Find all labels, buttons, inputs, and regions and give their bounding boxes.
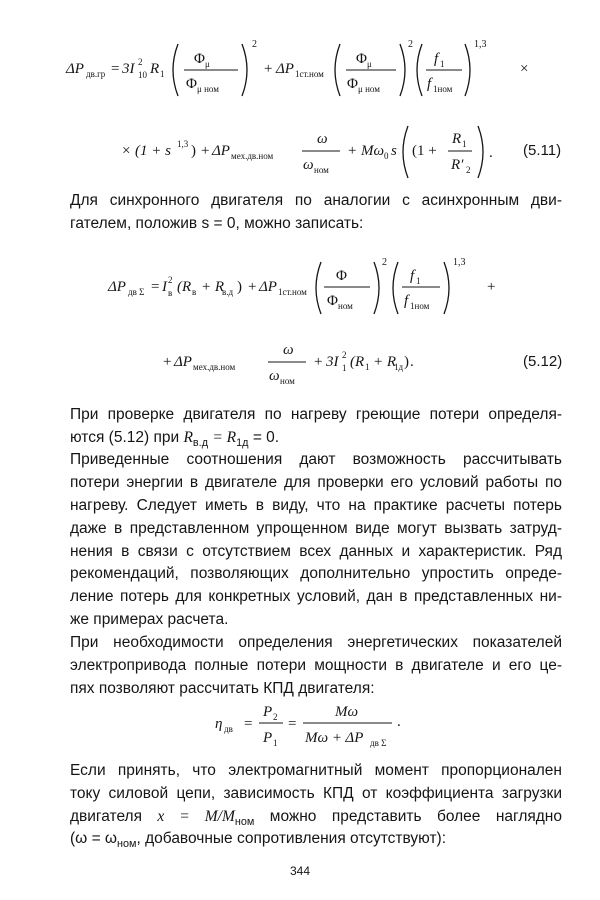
paragraph-3-text-2: потери энергии в двигателе для проверки его условий работы по <box>70 474 562 491</box>
f5-p1-sub: 1 <box>273 738 278 748</box>
f1-phi2-den: Φ <box>347 76 358 92</box>
f2-m-term-s: s <box>391 143 397 159</box>
f1-f-den-sub: 1ном <box>433 84 453 94</box>
f4-omega: ω <box>283 342 294 358</box>
f2-paren-open: (1 + s <box>135 143 171 159</box>
paragraph-2-r-vd-sub: в.д <box>192 437 209 450</box>
f4-dp-mech-sub: мех.дв.ном <box>193 362 236 372</box>
f4-i-term-sub: 1 <box>342 363 347 373</box>
paragraph-1-line-1 <box>70 190 562 213</box>
f4-omega-den-sub: ном <box>280 376 295 386</box>
paragraph-3-line-7 <box>70 586 562 609</box>
f3-f-sub: 1 <box>416 276 421 286</box>
f1-coef-sup: 2 <box>138 57 143 67</box>
f4-i-term-sup: 2 <box>342 350 347 360</box>
f3-i-sup: 2 <box>168 275 173 285</box>
page-number: 344 <box>289 864 311 878</box>
f5-dot: . <box>397 714 401 730</box>
paragraph-4-text-2: электропривода полные потери мощности в двигателе и его це- <box>70 657 562 674</box>
paragraph-5-omega: (ω = ω <box>70 830 118 847</box>
paragraph-5-x-eq: x = M/M <box>157 808 235 825</box>
f5-p2: P <box>263 704 273 720</box>
f1-paren3-left <box>417 44 422 96</box>
f1-times: × <box>520 61 529 77</box>
f1-pow: 1,3 <box>474 39 487 50</box>
f1-phi-den-sub: μ ном <box>197 84 219 94</box>
f5-p2-sub: 2 <box>273 712 278 722</box>
f2-dp-mech-sub: мех.дв.ном <box>231 151 274 161</box>
paragraph-5-line-2 <box>70 783 562 806</box>
paragraph-2-text-1: При проверке двигателя по нагреву греющие потери определя- <box>70 406 562 423</box>
f5-eq2: = <box>288 716 297 732</box>
f3-plus: + <box>248 279 257 295</box>
f1-coef: 3I <box>122 61 135 77</box>
f2-r2-sub: 2 <box>466 165 471 175</box>
f2-inner-open: (1 + <box>412 143 437 159</box>
paragraph-1-text-2: гателем, положив s = 0, можно записать: <box>70 215 364 232</box>
f1-phi-sub: μ <box>205 59 210 69</box>
f5-p1: P <box>263 730 273 746</box>
f1-f-sub: 1 <box>440 59 445 69</box>
formula-5-11-line-2 <box>0 116 600 186</box>
f4-plus: + <box>163 354 172 370</box>
f4-dp-mech: ΔP <box>174 354 192 370</box>
f4-plus2: + <box>314 354 323 370</box>
paragraph-3-text-8: же примерах расчета. <box>70 611 229 628</box>
paragraph-4-text-1: При необходимости определения энергетических показателей <box>70 634 562 651</box>
paragraph-5-line-1 <box>70 760 562 783</box>
f1-sq: 2 <box>252 39 257 50</box>
paragraph-5-text-3c: можно представить более наглядно <box>269 808 562 825</box>
f1-paren3-right <box>465 44 470 96</box>
f1-f-den: f <box>427 76 432 92</box>
paragraph-3-line-6 <box>70 563 562 586</box>
f1-paren-left <box>173 44 178 96</box>
f2-r1-sub: 1 <box>462 139 467 149</box>
f2-big-paren-left <box>403 126 408 178</box>
paragraph-2-line-1 <box>70 404 562 427</box>
f1-phi2-den-sub: μ ном <box>358 84 380 94</box>
f5-eq1: = <box>244 716 253 732</box>
f4-r2-sub: 1д <box>394 362 404 372</box>
f3-sq: 2 <box>382 257 387 268</box>
paragraph-5-x-eq-sub: ном <box>234 816 255 829</box>
f4-r-open: (R <box>350 354 365 370</box>
paragraph-2-text-2d: = 0. <box>252 429 280 446</box>
f1-coef-sub: 10 <box>138 70 147 80</box>
f3-rvd-sub: в.д <box>222 287 234 297</box>
f3-phi-den: Φ <box>327 293 338 309</box>
paragraph-3-line-5 <box>70 541 562 564</box>
f1-sq2: 2 <box>408 39 413 50</box>
paragraph-1-line-2 <box>70 213 562 236</box>
f3-pow: 1,3 <box>453 257 466 268</box>
f1-phi2: Φ <box>356 51 367 67</box>
f2-plus1: + <box>201 143 210 159</box>
f4-r-sub: 1 <box>365 362 370 372</box>
f3-close: ) <box>237 279 242 295</box>
f3-i-sub: в <box>168 288 173 298</box>
f2-r2: R′ <box>451 157 464 173</box>
f2-big-paren-right <box>478 126 483 178</box>
paragraph-3-text-1: Приведенные соотношения дают возможность рассчитывать <box>70 451 562 468</box>
f3-plus-end: + <box>487 279 496 295</box>
paragraph-5-omega-sub: ном <box>117 838 137 851</box>
f1-paren2-left <box>335 44 340 96</box>
f4-close: ) <box>404 354 409 370</box>
formula-5-12-line-2 <box>0 330 600 400</box>
f1-eq: = <box>111 61 120 77</box>
f1-paren2-right <box>400 44 405 96</box>
paragraph-4-line-2 <box>70 655 562 678</box>
f5-eta: η <box>215 716 223 732</box>
paragraph-5-text-2: току силовой цепи, зависимость КПД от коэффициента загрузки <box>70 785 562 802</box>
f4-r-plus: + R <box>373 354 397 370</box>
paragraph-3-text-3: нагреву. Следует иметь в виду, что на практике расчеты потерь <box>70 497 562 514</box>
paragraph-3-line-2 <box>70 472 562 495</box>
f3-paren2-right <box>444 262 449 314</box>
f5-den-sub: дв Σ <box>370 738 387 748</box>
eq-number-5-11: (5.11) <box>523 142 562 159</box>
f2-dot: . <box>489 145 493 161</box>
f1-lhs-sub: дв.гр <box>86 69 106 79</box>
f2-plus2: + <box>348 143 357 159</box>
f3-eq: = <box>151 279 160 295</box>
f2-s-pow: 1,3 <box>177 139 189 149</box>
paragraph-2-r-1d: = R <box>212 429 237 446</box>
paragraph-4-line-1 <box>70 632 562 655</box>
paragraph-3-text-4: даже в представленном упрощенном виде могут вызвать затруд- <box>70 520 562 537</box>
f2-times: × <box>122 143 131 159</box>
f5-eta-sub: дв <box>224 724 233 734</box>
f1-plus: + <box>264 61 273 77</box>
paragraph-3-line-8 <box>70 609 562 632</box>
f3-phi-den-sub: ном <box>338 301 353 311</box>
f2-r1: R <box>452 131 462 147</box>
paragraph-3-line-4 <box>70 518 562 541</box>
f1-dp-st-sub: 1ст.ном <box>295 69 324 79</box>
f1-lhs: ΔP <box>66 61 84 77</box>
f3-lhs-sub: дв Σ <box>128 287 145 297</box>
paragraph-1-text-1: Для синхронного двигателя по аналогии с асинхронным дви- <box>70 192 562 209</box>
f1-dp-st: ΔP <box>276 61 294 77</box>
f4-i-term: 3I <box>326 354 339 370</box>
f2-omega-den-sub: ном <box>314 165 329 175</box>
f3-f: f <box>410 268 415 284</box>
f2-m-term-sub: 0 <box>384 151 389 161</box>
paragraph-3-line-1 <box>70 449 562 472</box>
f3-dp-st: ΔP <box>259 279 277 295</box>
f1-phi2-sub: μ <box>367 59 372 69</box>
f3-lhs: ΔP <box>108 279 126 295</box>
f3-paren-left <box>316 262 321 314</box>
f3-rv-sub: в <box>192 287 197 297</box>
paragraph-3-text-7: ление потерь для конкретных условий, дан в представленных ни- <box>70 588 562 605</box>
f1-f: f <box>434 51 439 67</box>
paragraph-2-text-2a: ются (5.12) при <box>70 429 180 446</box>
f4-dot: . <box>410 354 414 370</box>
f1-phi: Φ <box>194 51 205 67</box>
paragraph-4-text-3: пях позволяют рассчитать КПД двигателя: <box>70 680 375 697</box>
paragraph-3-text-6: рекомендаций, позволяющих дополнительно упростить опреде- <box>70 565 562 582</box>
f2-omega-den: ω <box>303 157 314 173</box>
f3-dp-st-sub: 1ст.ном <box>278 287 307 297</box>
paragraph-2-r-vd: R <box>183 429 193 446</box>
paragraph-5-text-4b: , добавочные сопротивления отсутствуют): <box>136 830 447 847</box>
f3-i: I <box>162 279 167 295</box>
f5-den: Mω + ΔP <box>305 730 364 746</box>
paragraph-3-text-5: нения в связи с отсутствием всех данных и характеристик. Ряд <box>70 543 562 560</box>
f5-num: Mω <box>335 704 359 720</box>
f1-r1: R <box>150 61 160 77</box>
f2-dp-mech: ΔP <box>212 143 230 159</box>
formula-efficiency <box>0 690 600 760</box>
f1-paren-right <box>242 44 247 96</box>
f2-m-term: Mω <box>361 143 385 159</box>
paragraph-2-r-1d-sub: 1д <box>236 437 249 450</box>
f2-omega: ω <box>317 131 328 147</box>
eq-number-5-12: (5.12) <box>523 353 563 370</box>
paragraph-5-text-3a: двигателя <box>70 808 142 825</box>
f3-phi: Φ <box>336 268 347 284</box>
f3-f-den: f <box>404 293 409 309</box>
f3-plus-r: + R <box>201 279 225 295</box>
paragraph-3-line-3 <box>70 495 562 518</box>
formula-5-12-line-1 <box>0 252 600 322</box>
f3-paren2-left <box>393 262 398 314</box>
f2-paren-close: ) <box>191 143 196 159</box>
f3-rv: (R <box>177 279 192 295</box>
paragraph-5-line-4 <box>70 828 562 856</box>
f3-f-den-sub: 1ном <box>410 301 430 311</box>
f1-r1-sub: 1 <box>160 69 165 79</box>
paragraph-5-text-1: Если принять, что электромагнитный момент пропорционален <box>70 762 562 779</box>
f3-paren-right <box>374 262 379 314</box>
f4-omega-den: ω <box>269 368 280 384</box>
formula-5-11-line-1 <box>0 30 600 100</box>
f1-phi-den: Φ <box>186 76 197 92</box>
